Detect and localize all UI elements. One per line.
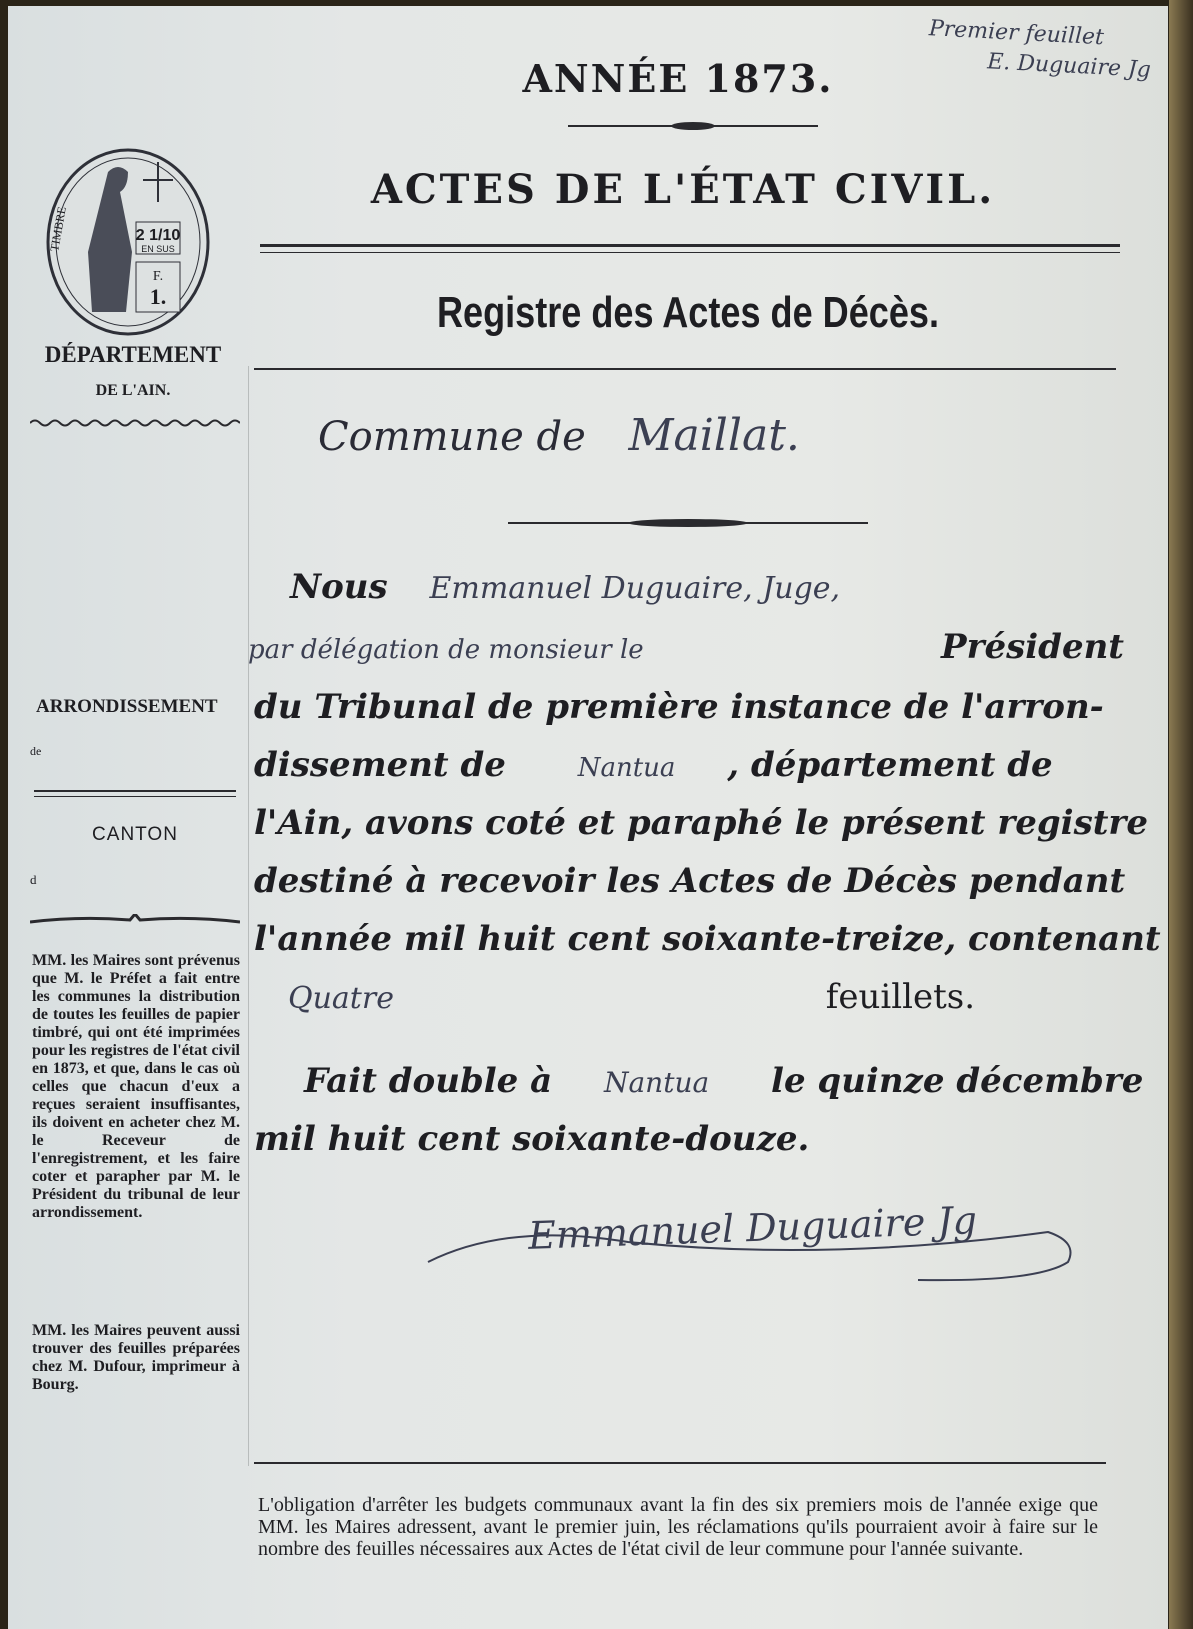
commune-line [318,410,800,461]
ornament-rule-top [568,119,818,133]
body-line-8 [288,968,1124,1028]
maires-notice-2: MM. les Maires peuvent aussi trouver des feuilles préparées chez M. Dufour, imprimeur à Bourg. [32,1322,240,1393]
delegation-line [248,618,1124,679]
president-word: Président [941,627,1124,667]
ornament-rule-mid [508,516,868,530]
delegation-text: par délégation de monsieur le [248,635,644,665]
register-page [8,6,1168,1629]
corner-note [927,14,1154,86]
register-rule [254,368,1116,370]
double-rule [260,244,1120,247]
body-line-4b: , département de [727,745,1053,785]
wavy-rule [30,418,240,428]
maires-notice-1: MM. les Maires sont prévenus que M. le Préfet a fait entre les communes la distribution de toutes les feuilles de papier timbré, qui ont été imprimées pour les registres de l'état civil en 1873, et que, dans le cas où celles que chacun d'eux a reçues seraient insuffisantes, ils doivent en acheter chez M. le Receveur de l'enregistrement, et les faire coter et parapher par M. le Président du tribunal de leur arrondissement. [32,952,240,1221]
year-heading: ANNÉE 1873. [522,56,834,101]
stamp-price: 2 1/10 [135,227,181,244]
body-line-4a: dissement de [254,745,506,785]
bracket-rule [30,914,240,928]
nous-line [290,558,1110,618]
body-line-10: mil huit cent soixante-douze. [254,1119,810,1159]
department-name: DE L'AIN. [95,382,171,399]
footer-rule [254,1462,1106,1464]
body-line-4 [254,736,1120,797]
signature-flourish [408,1202,1088,1292]
date-text: le quinze décembre [771,1061,1144,1101]
body-line-3: du Tribunal de première instance de l'arron- [254,687,1104,727]
double-rule-2 [260,252,1120,253]
register-title: Registre des Actes de Décès. [436,288,940,337]
stamp-number: 1. [149,284,167,309]
feuillets-word: feuillets. [825,977,976,1017]
sidebar-rule-1 [34,790,236,792]
sheet-count: Quatre [288,981,394,1016]
body-line-7: l'année mil huit cent soixante-treize, contenant [254,919,1161,959]
canton-d: d [30,872,37,887]
judge-signature: Emmanuel Duguaire Jg [527,1198,978,1258]
arrondissement-name: Nantua [577,753,676,783]
judge-name: Emmanuel Duguaire, Juge, [429,571,841,606]
footer-notice: L'obligation d'arrêter les budgets communaux avant la fin des six premiers mois de l'année exige que MM. les Maires adressent, avant le premier juin, les réclamations qu'ils pourraient avoir à faire sur le nombre des feuilles nécessaires aux Actes de l'état civil de leur commune pour l'année suivante. [258,1494,1098,1560]
commune-label: Commune de [318,414,586,460]
corner-note-line1: Premier feuillet [928,16,1105,51]
arrondissement-label: ARRONDISSEMENT [36,696,218,717]
body-line-9 [304,1052,1144,1112]
body-line-6: destiné à recevoir les Actes de Décès pendant [254,861,1126,901]
place-name: Nantua [603,1066,710,1099]
sidebar-divider [248,366,249,1466]
fait-double: Fait double à [304,1061,553,1101]
corner-note-line2: E. Duguaire Jg [986,49,1152,83]
stamp-word: TIMBRE [47,205,69,253]
acts-title: ACTES DE L'ÉTAT CIVIL. [370,166,996,213]
page-edge [1169,0,1193,1629]
arrondissement-de: de [30,744,42,758]
stamp-series: F. [152,269,164,284]
sidebar-rule-2 [34,796,236,797]
body-line-5: l'Ain, avons coté et paraphé le présent registre [254,803,1148,843]
nous-word: Nous [290,567,388,607]
stamp-price-sub: EN SUS [141,244,175,254]
canton-label: CANTON [92,824,178,845]
commune-name: Maillat. [628,410,800,461]
revenue-stamp [38,142,218,342]
department-label: DÉPARTEMENT [44,342,222,367]
